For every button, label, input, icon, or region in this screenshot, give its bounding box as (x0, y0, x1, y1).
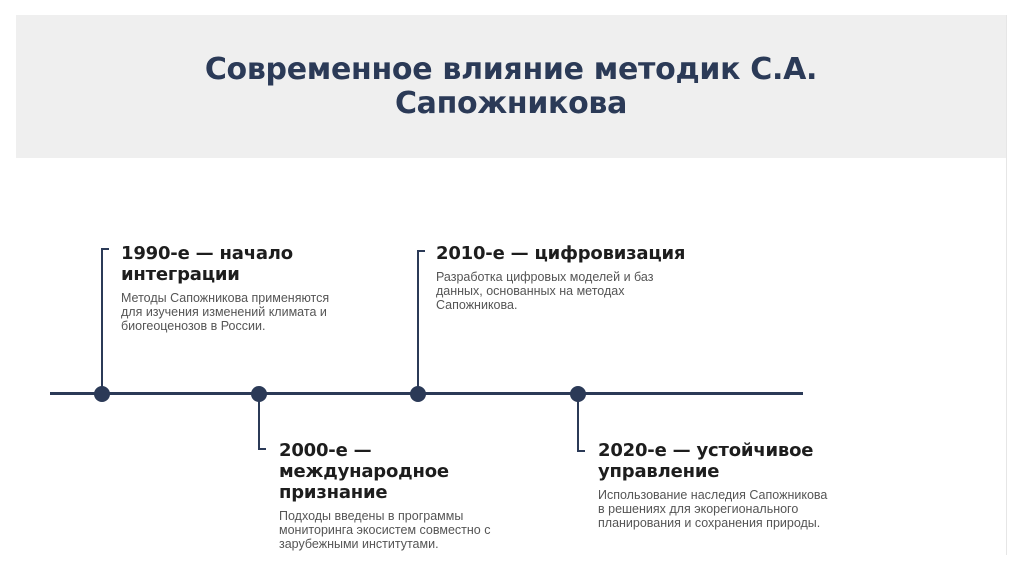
milestone-1990-heading-line: 1990-е — начало (121, 243, 293, 264)
milestone-2000-tick (258, 448, 266, 450)
milestone-1990-description-line: Методы Сапожникова применяются (121, 291, 330, 305)
milestone-2020-description-line: Использование наследия Сапожникова (598, 488, 828, 502)
milestone-2000-heading-line: 2000-е — (279, 440, 372, 461)
milestone-2010-marker (410, 386, 426, 402)
milestone-2000-description-line: мониторинга экосистем совместно с (279, 523, 491, 537)
milestone-2000-description-line: зарубежными институтами. (279, 537, 439, 551)
milestone-2020-heading-line: 2020-е — устойчивое (598, 440, 814, 461)
slide-title (16, 53, 1006, 121)
slide-title-line-2: Сапожникова (394, 86, 628, 121)
milestone-2020-description-line: планирования и сохранения природы. (598, 516, 821, 530)
milestone-1990-marker (94, 386, 110, 402)
slide-edge-divider (1006, 15, 1007, 555)
milestone-2000-description (279, 509, 559, 551)
milestone-2000-connector (258, 394, 260, 450)
milestone-2010-description-line: Разработка цифровых моделей и баз (436, 270, 654, 284)
milestone-2000-heading (279, 440, 499, 503)
milestone-2010-connector (417, 250, 419, 394)
milestone-1990-description-line: биогеоценозов в России. (121, 319, 266, 333)
milestone-2010-description (436, 270, 716, 312)
milestone-2020-description (598, 488, 898, 530)
milestone-2020-tick (577, 450, 585, 452)
milestone-1990-description (121, 291, 391, 333)
milestone-2000-description-line: Подходы введены в программы (279, 509, 464, 523)
milestone-2010-heading (436, 243, 726, 264)
milestone-1990-description-line: для изучения изменений климата и (121, 305, 327, 319)
milestone-2020-description-line: в решениях для экорегионального (598, 502, 799, 516)
milestone-2010-heading-line: 2010-е — цифровизация (436, 243, 686, 264)
milestone-2010-description-line: Сапожникова. (436, 298, 518, 312)
milestone-1990-heading-line: интеграции (121, 264, 240, 285)
milestone-2010-description-line: данных, основанных на методах (436, 284, 625, 298)
slide-title-line-1: Современное влияние методик С.А. (204, 52, 818, 87)
milestone-2000-heading-line: признание (279, 482, 388, 503)
milestone-2020-connector (577, 394, 579, 452)
milestone-2010-tick (417, 250, 425, 252)
milestone-1990-tick (101, 248, 109, 250)
milestone-2020-heading-line: управление (598, 461, 720, 482)
milestone-1990-heading (121, 243, 381, 285)
milestone-1990-connector (101, 248, 103, 394)
timeline-axis (50, 392, 803, 395)
milestone-2000-heading-line: международное (279, 461, 449, 482)
milestone-2020-heading (598, 440, 878, 482)
